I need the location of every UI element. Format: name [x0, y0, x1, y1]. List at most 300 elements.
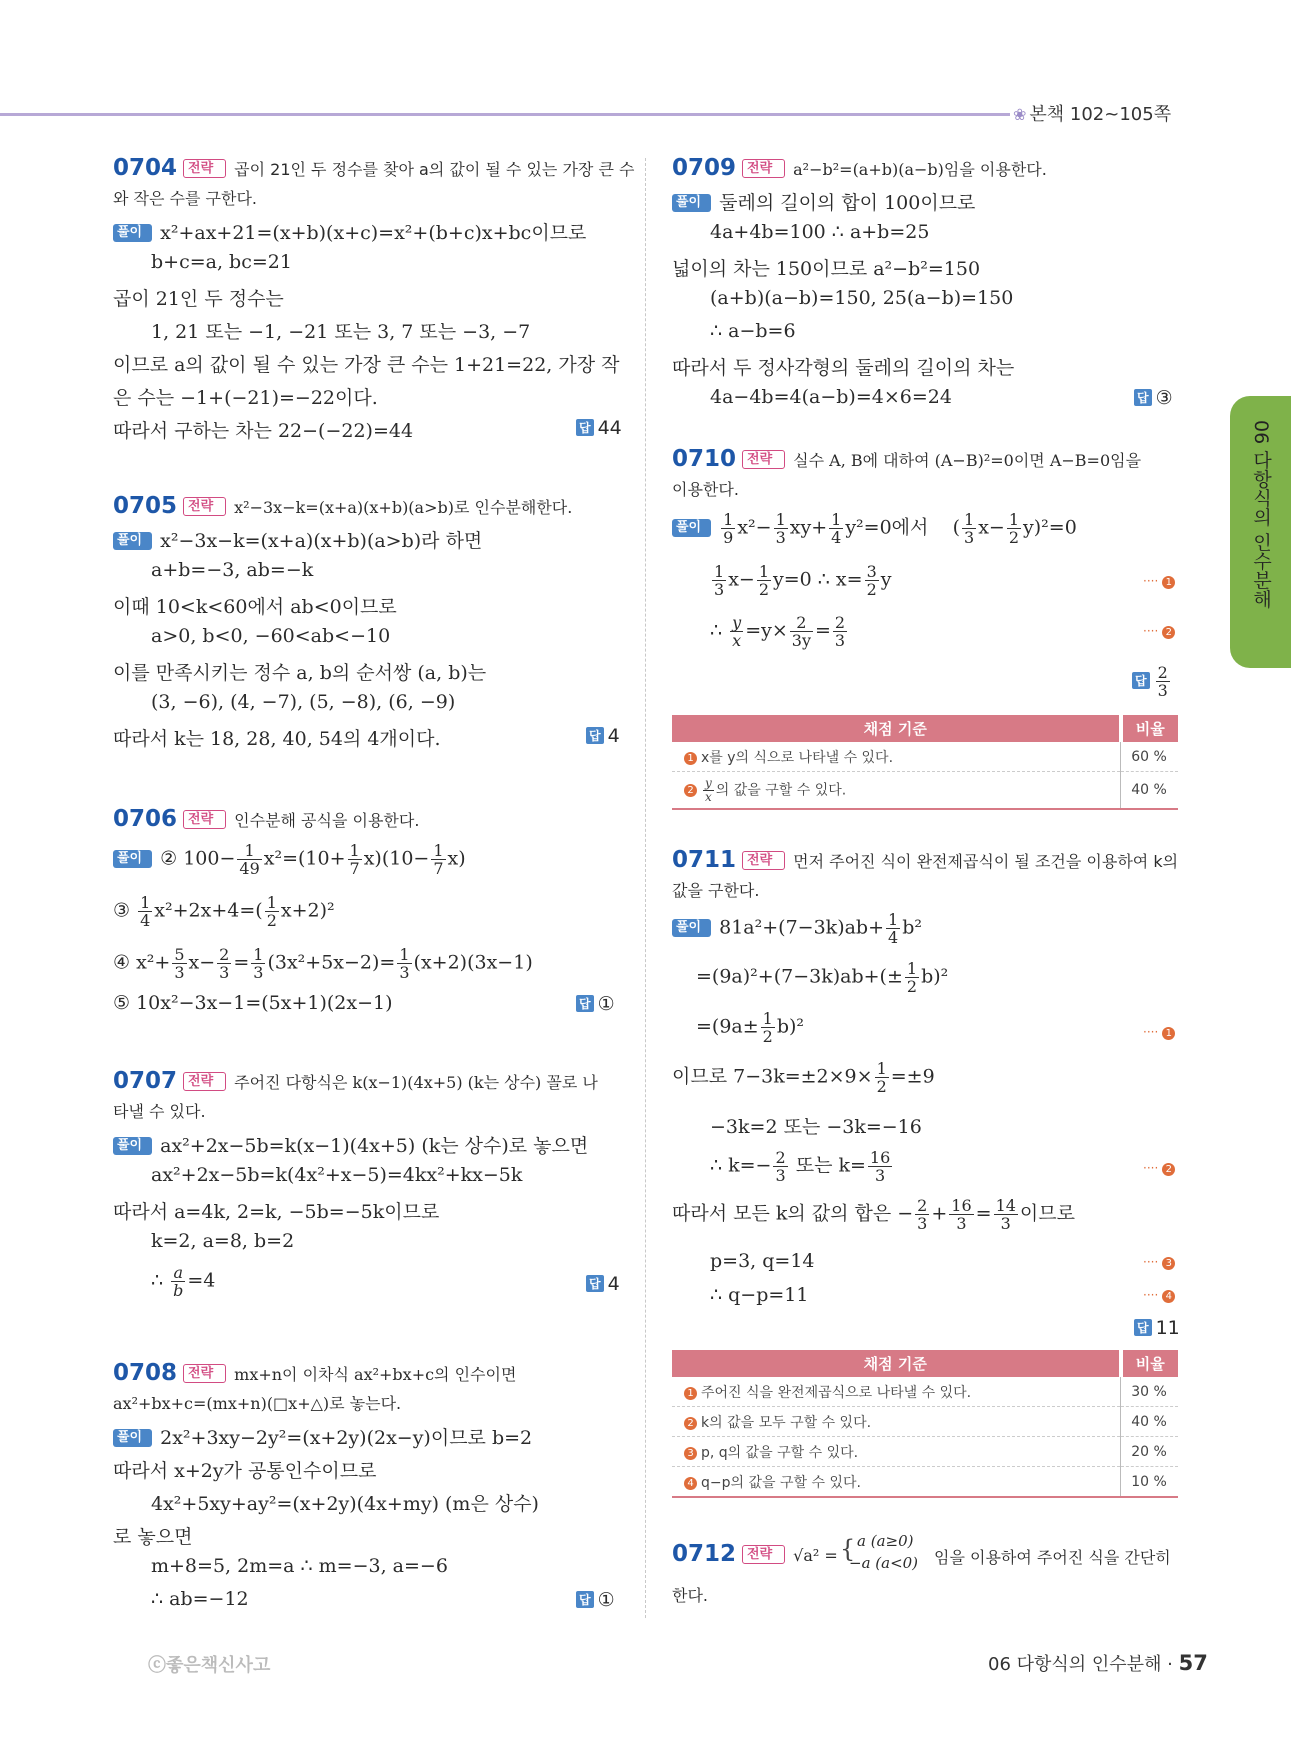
solution-tag: 풀이 — [113, 1429, 152, 1447]
answer-value: 11 — [1155, 1317, 1180, 1339]
math-text: x) — [447, 847, 466, 870]
solution-tag: 풀이 — [113, 850, 152, 868]
strategy-text: √a² = — [793, 1546, 838, 1565]
math-text: y²=0에서 — [845, 516, 929, 539]
solution-tag: 풀이 — [113, 224, 152, 242]
problem-number: 0710 — [672, 446, 737, 472]
strategy-text: 인수분해 공식을 이용한다. — [234, 811, 420, 830]
table-header-ratio: 비율 — [1121, 1350, 1179, 1377]
table-header-criteria: 채점 기준 — [672, 1350, 1121, 1377]
fraction — [886, 911, 900, 946]
answer — [1134, 387, 1173, 409]
solution-line: (3, −6), (4, −7), (5, −8), (6, −9) — [151, 691, 456, 713]
answer — [576, 417, 622, 439]
math-text: =y× — [745, 619, 788, 642]
solution-line: ∴ ab=−12 — [151, 1588, 249, 1610]
answer — [576, 1589, 615, 1611]
math-text: =±9 — [890, 1065, 935, 1088]
denominator: 7 — [349, 859, 360, 878]
fraction — [217, 946, 231, 981]
denominator: 3 — [917, 1214, 928, 1233]
numerator: 1 — [714, 562, 725, 581]
answer — [586, 725, 620, 747]
fraction — [1007, 511, 1021, 546]
solution-line — [113, 842, 466, 877]
problem-number: 0707 — [113, 1068, 178, 1094]
fraction — [265, 894, 279, 929]
step-marker-3: ···· 3 — [1143, 1255, 1175, 1270]
denominator: 3 — [1157, 681, 1168, 700]
answer — [1134, 1317, 1180, 1339]
solution-line — [696, 960, 948, 995]
denominator: 7 — [433, 859, 444, 878]
math-text: x− — [978, 516, 1005, 539]
answer-value: 44 — [597, 417, 622, 439]
strategy-text: ax²+bx+c=(mx+n)(□x+△)로 놓는다. — [113, 1394, 402, 1413]
footer-chapter: 06 다항식의 인수분해 — [988, 1654, 1162, 1675]
solution-line: 4a+4b=100 ∴ a+b=25 — [710, 221, 930, 243]
solution-line: m+8=5, 2m=a ∴ m=−3, a=−6 — [151, 1555, 448, 1577]
solution-line — [710, 614, 849, 649]
solution-line: ∴ q−p=11 — [710, 1284, 809, 1306]
problem-0708-strategy-line — [113, 1360, 516, 1386]
fraction — [712, 563, 726, 598]
numerator: 1 — [762, 1009, 773, 1028]
numerator: 1 — [266, 893, 277, 912]
denominator: 3 — [956, 1214, 967, 1233]
numerator: 1 — [758, 562, 770, 581]
strategy-text: 한다. — [672, 1586, 708, 1605]
solution-line: 따라서 구하는 차는 22−(−22)=44 — [113, 420, 414, 442]
math-text: xy+ — [789, 516, 828, 539]
solution-line: 따라서 두 정사각형의 둘레의 길이의 차는 — [672, 357, 1015, 379]
strategy-text: mx+n이 이차식 ax²+bx+c의 인수이면 — [234, 1365, 517, 1384]
numerator: 1 — [723, 510, 734, 529]
math-text: (3x²+5x−2)= — [267, 951, 396, 974]
solution-line — [696, 1010, 804, 1045]
denominator: 3y — [791, 631, 811, 650]
strategy-tag: 전략 — [742, 159, 785, 178]
number-badge: 1 — [684, 752, 697, 765]
strategy-tag: 전략 — [183, 1072, 226, 1091]
denominator: 3 — [714, 580, 725, 599]
fraction — [761, 1010, 775, 1045]
numerator: 1 — [964, 510, 975, 529]
math-text: x)(10− — [363, 847, 430, 870]
strategy-text: a²−b²=(a+b)(a−b)임을 이용한다. — [793, 160, 1047, 179]
number-badge: 4 — [684, 1477, 697, 1490]
math-text: 또는 k= — [795, 1154, 866, 1177]
table-cell — [672, 1467, 1121, 1498]
header-rule — [0, 113, 1010, 116]
numerator: y — [732, 613, 742, 632]
flower-icon: ❀ — [1013, 105, 1024, 124]
problem-0706-strategy-line — [113, 806, 419, 832]
numerator: 1 — [1008, 510, 1020, 529]
numerator: 5 — [174, 945, 185, 964]
math-text: ∴ — [151, 1269, 164, 1292]
denominator: 3 — [874, 1166, 886, 1185]
denominator: 2 — [266, 911, 277, 930]
denominator: 49 — [239, 859, 260, 878]
table-cell — [672, 1377, 1121, 1407]
solution-line: b+c=a, bc=21 — [151, 251, 292, 273]
criteria-text: 주어진 식을 완전제곱식으로 나타낼 수 있다. — [701, 1384, 972, 1401]
denominator: 4 — [831, 528, 842, 547]
numerator: 1 — [831, 510, 842, 529]
math-text: x²− — [737, 516, 772, 539]
header-page-ref: ❀ 본책 102~105쪽 — [1013, 104, 1172, 125]
table-header-ratio: 비율 — [1121, 715, 1179, 742]
math-text: 81a²+(7−3k)ab+ — [719, 916, 885, 939]
solution-line: 이므로 a의 값이 될 수 있는 가장 큰 수는 1+21=22, 가장 작 — [113, 354, 620, 376]
answer-icon: 답 — [586, 727, 604, 744]
strategy-tag: 전략 — [183, 1364, 226, 1383]
solution-line: ⑤ 10x²−3x−1=(5x+1)(2x−1) — [113, 992, 393, 1014]
fraction — [949, 1197, 973, 1232]
solution-line: 곱이 21인 두 정수는 — [113, 288, 284, 310]
math-text: y — [880, 568, 892, 591]
denominator: x — [732, 631, 742, 650]
step-marker-2: ···· 2 — [1143, 624, 1175, 639]
solution-line: 은 수는 −1+(−21)=−22이다. — [113, 387, 378, 409]
solution-line — [113, 894, 335, 929]
number-badge: 2 — [684, 784, 697, 797]
table-row — [672, 742, 1178, 772]
criteria-text: q−p의 값을 구할 수 있다. — [701, 1474, 861, 1491]
math-text: b² — [902, 916, 922, 939]
denominator: 3 — [1000, 1214, 1011, 1233]
fraction — [703, 777, 714, 804]
math-text: b)² — [776, 1015, 805, 1038]
table-row — [672, 1377, 1178, 1407]
step-marker-1: ···· 1 — [1143, 574, 1175, 589]
fraction — [915, 1197, 929, 1232]
table-row — [672, 1467, 1178, 1498]
math-text: x²+2x+4=( — [154, 899, 263, 922]
math-text: ③ — [113, 899, 131, 922]
answer-icon: 답 — [1134, 1319, 1152, 1336]
fraction — [138, 894, 152, 929]
denominator: 3 — [775, 1166, 786, 1185]
fraction — [251, 946, 265, 981]
problem-0709-strategy-line — [672, 155, 1047, 181]
math-text: ④ x²+ — [113, 951, 171, 974]
denominator: 4 — [888, 928, 899, 947]
math-text: = — [233, 951, 250, 974]
strategy-text: 값을 구한다. — [672, 881, 760, 900]
fraction — [171, 1264, 185, 1299]
numerator: 1 — [399, 945, 410, 964]
numerator: 1 — [140, 893, 151, 912]
numerator: 16 — [869, 1148, 891, 1167]
numerator: a — [171, 1264, 185, 1282]
strategy-tag: 전략 — [183, 810, 226, 829]
solution-line — [151, 1264, 215, 1299]
solution-line: 따라서 x+2y가 공통인수이므로 — [113, 1460, 377, 1482]
problem-0710-strategy-line — [672, 446, 1141, 472]
table-row — [672, 1437, 1178, 1467]
solution-line — [672, 1060, 935, 1095]
step-marker-4: ···· 4 — [1143, 1288, 1175, 1303]
solution-line: 4a−4b=4(a−b)=4×6=24 — [710, 386, 952, 408]
problem-0705-strategy-line — [113, 493, 572, 519]
numerator: 1 — [876, 1059, 887, 1078]
numerator: 2 — [775, 1148, 786, 1167]
number-badge: 3 — [684, 1447, 697, 1460]
numerator: 16 — [951, 1196, 972, 1215]
fraction — [875, 1060, 889, 1095]
fraction — [757, 563, 771, 598]
math-text: ∴ — [710, 619, 723, 642]
numerator: 2 — [1157, 663, 1168, 682]
criteria-text: k의 값을 모두 구할 수 있다. — [701, 1414, 872, 1431]
math-text: x− — [728, 568, 755, 591]
numerator: 2 — [834, 613, 846, 632]
problem-number: 0711 — [672, 847, 737, 873]
problem-0712-strategy-line — [672, 1541, 838, 1567]
problem-0704-strategy-line — [113, 155, 634, 181]
numerator: 1 — [433, 841, 444, 860]
grading-table-0710 — [672, 715, 1178, 810]
answer-icon: 답 — [576, 1591, 594, 1608]
numerator: 1 — [253, 945, 264, 964]
strategy-tag: 전략 — [742, 450, 785, 469]
number-badge: 1 — [684, 1387, 697, 1400]
solution-line — [710, 563, 891, 598]
answer-icon: 답 — [1132, 672, 1150, 689]
numerator: 3 — [866, 562, 877, 581]
solution-tag: 풀이 — [672, 194, 711, 212]
answer-value: 4 — [607, 1273, 620, 1295]
criteria-text: p, q의 값을 구할 수 있다. — [701, 1444, 859, 1461]
answer-value: ③ — [1155, 387, 1173, 409]
numerator: 1 — [349, 841, 360, 860]
solution-line: p=3, q=14 — [710, 1250, 815, 1272]
solution-line — [672, 911, 922, 946]
strategy-text: 주어진 다항식은 k(x−1)(4x+5) (k는 상수) 꼴로 나 — [234, 1073, 598, 1092]
strategy-text: 곱이 21인 두 정수를 찾아 a의 값이 될 수 있는 가장 큰 수 — [234, 160, 635, 179]
step-marker-2: ···· 2 — [1143, 1161, 1175, 1176]
strategy-text: 먼저 주어진 식이 완전제곱식이 될 조건을 이용하여 k의 — [793, 852, 1179, 871]
answer — [1132, 664, 1172, 699]
fraction — [994, 1197, 1018, 1232]
numerator: 1 — [775, 510, 786, 529]
denominator: 9 — [723, 528, 734, 547]
strategy-tag: 전략 — [183, 159, 226, 178]
fraction — [721, 511, 735, 546]
solution-line — [113, 526, 482, 553]
fraction — [905, 960, 919, 995]
ratio-cell: 60 % — [1121, 742, 1179, 772]
solution-line: 넓이의 차는 150이므로 a²−b²=150 — [672, 258, 981, 280]
fraction — [730, 614, 743, 649]
strategy-text: 실수 A, B에 대하여 (A−B)²=0이면 A−B=0임을 — [793, 451, 1142, 470]
denominator: 2 — [906, 977, 918, 996]
fraction — [865, 563, 879, 598]
solution-line: 이를 만족시키는 정수 a, b의 순서쌍 (a, b)는 — [113, 662, 487, 684]
math-text: y)²=0 — [1023, 516, 1077, 539]
ratio-cell: 20 % — [1121, 1437, 1179, 1467]
solution-line: 따라서 a=4k, 2=k, −5b=−5k이므로 — [113, 1201, 440, 1223]
solution-line: (a+b)(a−b)=150, 25(a−b)=150 — [710, 287, 1014, 309]
fraction — [397, 946, 411, 981]
answer-icon: 답 — [576, 995, 594, 1012]
denominator: 2 — [762, 1027, 773, 1046]
denominator: 3 — [834, 631, 846, 650]
strategy-text: 이용한다. — [672, 480, 739, 499]
step-marker-1: ···· 1 — [1143, 1025, 1175, 1040]
solution-text: x²+ax+21=(x+b)(x+c)=x²+(b+c)x+bc이므로 — [160, 222, 587, 244]
denominator: 3 — [219, 963, 230, 982]
solution-line — [710, 1149, 894, 1184]
solution-line — [113, 1423, 532, 1450]
denominator: 2 — [866, 580, 877, 599]
case-line: a (a≥0) — [857, 1532, 914, 1550]
solution-text: x²−3x−k=(x+a)(x+b)(a>b)라 하면 — [160, 530, 483, 552]
fraction — [172, 946, 186, 981]
criteria-text: x를 y의 식으로 나타낼 수 있다. — [701, 749, 894, 766]
numerator: 1 — [888, 910, 899, 929]
page-footer: 06 다항식의 인수분해 · 57 — [988, 1651, 1208, 1675]
problem-0711-strategy-line — [672, 847, 1178, 873]
numerator: 2 — [790, 614, 813, 632]
denominator: x — [705, 789, 712, 804]
solution-tag: 풀이 — [672, 519, 711, 537]
denominator: 3 — [399, 963, 410, 982]
answer-value: ① — [597, 993, 615, 1015]
ratio-cell: 40 % — [1121, 1407, 1179, 1437]
fraction — [348, 842, 362, 877]
strategy-tag: 전략 — [183, 497, 226, 516]
denominator: 2 — [876, 1077, 887, 1096]
math-text: 이므로 — [1019, 1202, 1075, 1225]
solution-line: 1, 21 또는 −1, −21 또는 3, 7 또는 −3, −7 — [151, 321, 531, 343]
solution-line: ∴ a−b=6 — [710, 320, 796, 342]
problem-0707-strategy-line — [113, 1068, 598, 1094]
math-text: 따라서 모든 k의 값의 합은 − — [672, 1202, 914, 1225]
criteria-text: 의 값을 구할 수 있다. — [715, 782, 847, 798]
answer-icon: 답 — [586, 1275, 604, 1292]
page-number: 57 — [1178, 1651, 1208, 1675]
table-cell — [672, 742, 1121, 772]
math-text: b)² — [921, 965, 949, 988]
strategy-text: 임을 이용하여 주어진 식을 간단히 — [934, 1548, 1171, 1567]
fraction — [790, 614, 813, 649]
strategy-text: 타낼 수 있다. — [113, 1102, 206, 1121]
math-text: x²=(10+ — [263, 847, 346, 870]
numerator: 1 — [906, 959, 918, 978]
number-badge: 2 — [684, 1417, 697, 1430]
solution-line: ax²+2x−5b=k(4x²+x−5)=4kx²+kx−5k — [151, 1164, 523, 1186]
solution-line: 4x²+5xy+ay²=(x+2y)(4x+my) (m은 상수) — [151, 1493, 539, 1515]
denominator: 3 — [174, 963, 185, 982]
solution-line: 로 놓으면 — [113, 1526, 193, 1548]
answer — [576, 993, 615, 1015]
table-header-row — [672, 1350, 1178, 1377]
chapter-side-tab-label: 06 다항식의 인수분해 — [1250, 420, 1272, 609]
ratio-cell: 10 % — [1121, 1467, 1179, 1498]
numerator: y — [705, 775, 712, 790]
math-text: x− — [188, 951, 216, 974]
fraction — [773, 1149, 787, 1184]
math-text: 이므로 7−3k=±2×9× — [672, 1065, 873, 1088]
case-line: −a (a<0) — [849, 1554, 919, 1572]
solution-line — [672, 511, 1077, 546]
denominator: 2 — [1008, 528, 1020, 547]
fraction — [774, 511, 788, 546]
solution-line: k=2, a=8, b=2 — [151, 1230, 295, 1252]
math-text: ∴ k=− — [710, 1154, 772, 1177]
grading-table-0711 — [672, 1350, 1178, 1498]
table-header-row — [672, 715, 1178, 742]
ratio-cell: 40 % — [1121, 772, 1179, 810]
ratio-cell: 30 % — [1121, 1377, 1179, 1407]
table-cell — [672, 1407, 1121, 1437]
answer-value: ① — [597, 1589, 615, 1611]
strategy-text: 와 작은 수를 구한다. — [113, 189, 257, 208]
answer-icon: 답 — [1134, 389, 1152, 406]
math-text: ② 100− — [160, 847, 236, 870]
table-cell — [672, 772, 1121, 810]
brace-icon: { — [840, 1535, 856, 1563]
table-row — [672, 772, 1178, 810]
fraction — [237, 842, 261, 877]
solution-line — [672, 188, 975, 215]
denominator: b — [173, 1281, 184, 1300]
solution-line — [113, 218, 586, 245]
solution-tag: 풀이 — [672, 919, 711, 937]
answer-value: 4 — [607, 725, 620, 747]
numerator: 1 — [237, 842, 261, 860]
table-cell — [672, 1437, 1121, 1467]
denominator: 2 — [758, 580, 770, 599]
solution-line: a>0, b<0, −60<ab<−10 — [151, 625, 391, 647]
denominator: 3 — [253, 963, 264, 982]
fraction — [962, 511, 976, 546]
problem-number: 0706 — [113, 806, 178, 832]
solution-line: 따라서 k는 18, 28, 40, 54의 4개이다. — [113, 728, 441, 750]
math-text: =(9a)²+(7−3k)ab+(± — [696, 965, 903, 988]
math-text: ( — [952, 516, 960, 539]
problem-number: 0708 — [113, 1360, 178, 1386]
fraction — [829, 511, 843, 546]
solution-text: 둘레의 길이의 합이 100이므로 — [719, 192, 976, 214]
answer-icon: 답 — [576, 419, 594, 436]
math-text: x+2)² — [280, 899, 335, 922]
math-text: + — [931, 1202, 948, 1225]
problem-number: 0704 — [113, 155, 178, 181]
table-row — [672, 1407, 1178, 1437]
solution-text: 2x²+3xy−2y²=(x+2y)(2x−y)이므로 b=2 — [160, 1427, 533, 1449]
math-text: (x+2)(3x−1) — [413, 951, 533, 974]
denominator: 3 — [964, 528, 975, 547]
fraction — [868, 1149, 892, 1184]
strategy-tag: 전략 — [742, 851, 785, 870]
math-text: =(9a± — [696, 1015, 759, 1038]
problem-number: 0709 — [672, 155, 737, 181]
solution-line: −3k=2 또는 −3k=−16 — [710, 1116, 922, 1138]
fraction — [1156, 664, 1170, 699]
solution-line: a+b=−3, ab=−k — [151, 559, 314, 581]
strategy-text: x²−3x−k=(x+a)(x+b)(a>b)로 인수분해한다. — [234, 498, 573, 517]
math-text: =4 — [187, 1269, 216, 1292]
strategy-tag: 전략 — [742, 1545, 785, 1564]
math-text: y=0 ∴ x= — [773, 568, 863, 591]
numerator: 2 — [917, 1196, 928, 1215]
solution-line — [113, 946, 533, 981]
math-text: = — [975, 1202, 992, 1225]
